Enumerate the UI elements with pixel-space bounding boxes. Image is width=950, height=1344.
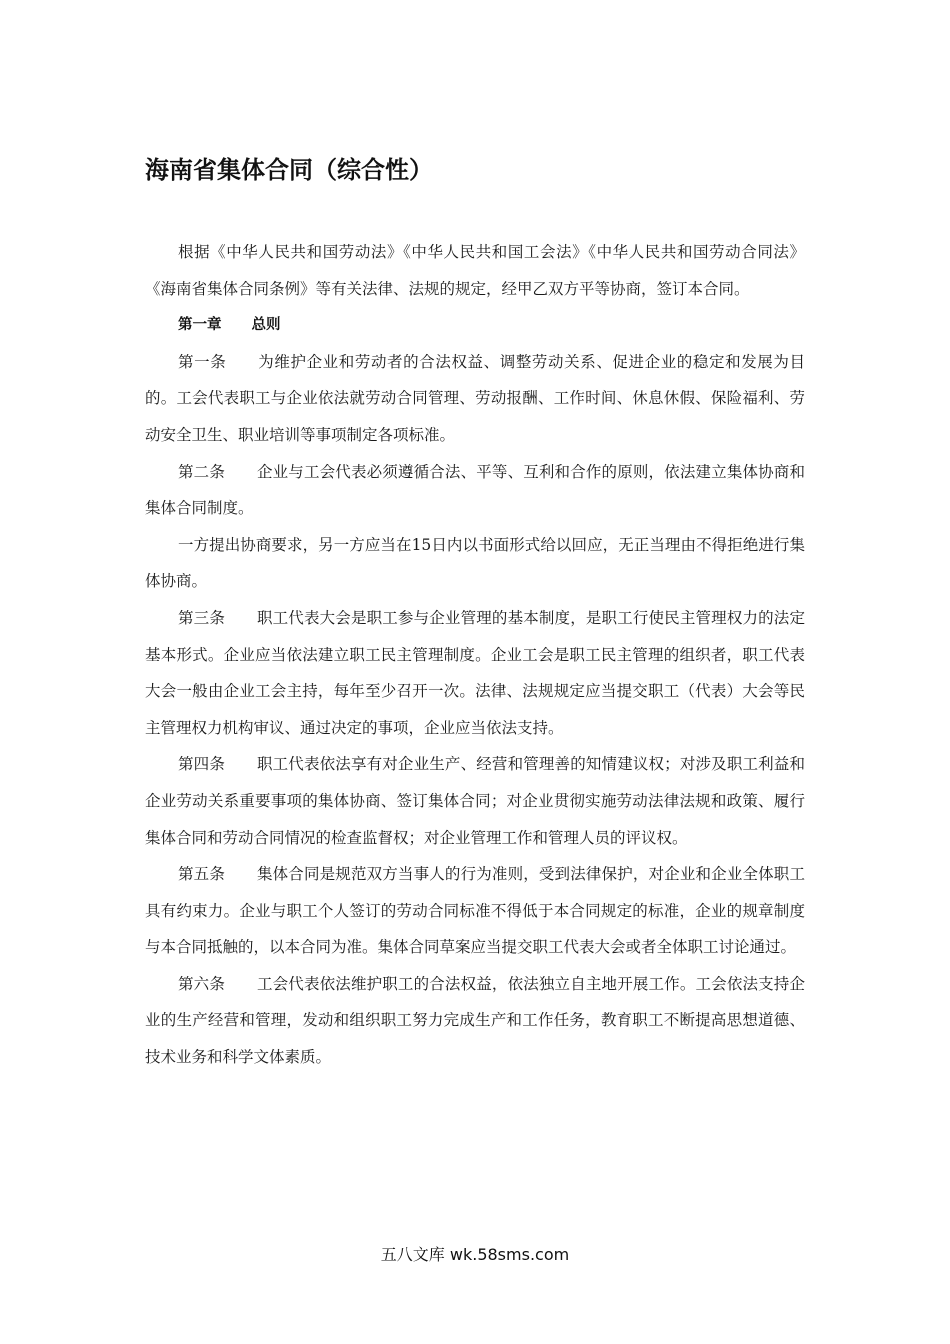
preamble-paragraph: 根据《中华人民共和国劳动法》《中华人民共和国工会法》《中华人民共和国劳动合同法》《海南省集体合同条例》等有关法律、法规的规定，经甲乙双方平等协商，签订本合同。 xyxy=(145,243,805,298)
article-1 xyxy=(145,344,805,454)
article-number: 第四条 xyxy=(178,755,225,774)
chapter-number: 第一章 xyxy=(178,317,222,334)
article-text: 集体合同是规范双方当事人的行为准则，受到法律保护，对企业和企业全体职工具有约束力。企业与职工个人签订的劳动合同标准不得低于本合同规定的标准，企业的规章制度与本合同抵触的，以本合同为准。集体合同草案应当提交职工代表大会或者全体职工讨论通过。 xyxy=(145,865,805,957)
article-2-continuation: 一方提出协商要求，另一方应当在15日内以书面形式给以回应，无正当理由不得拒绝进行集体协商。 xyxy=(145,535,805,591)
article-number: 第三条 xyxy=(178,608,225,627)
article-4 xyxy=(145,746,805,856)
article-number: 第五条 xyxy=(178,865,225,884)
article-text: 工会代表依法维护职工的合法权益，依法独立自主地开展工作。工会依法支持企业的生产经营和管理，发动和组织职工努力完成生产和工作任务，教育职工不断提高思想道德、技术业务和科学文体素质。 xyxy=(145,974,805,1067)
article-2 xyxy=(145,454,805,527)
footer-watermark: 五八文库 wk.58sms.com xyxy=(380,1245,570,1264)
article-5 xyxy=(145,856,805,966)
article-3 xyxy=(145,600,805,746)
article-text: 职工代表大会是职工参与企业管理的基本制度，是职工行使民主管理权力的法定基本形式。企业应当依法建立职工民主管理制度。企业工会是职工民主管理的组织者，职工代表大会一般由企业工会主持，每年至少召开一次。法律、法规规定应当提交职工（代表）大会等民主管理权力机构审议、通过决定的事项，企业应当依法支持。 xyxy=(145,608,805,737)
document-title: 海南省集体合同（综合性） xyxy=(145,156,433,184)
chapter-name: 总则 xyxy=(251,317,281,334)
article-text: 为维护企业和劳动者的合法权益、调整劳动关系、促进企业的稳定和发展为目的。工会代表职工与企业依法就劳动合同管理、劳动报酬、工作时间、休息休假、保险福利、劳动安全卫生、职业培训等事项制定各项标准。 xyxy=(145,352,805,444)
document-body xyxy=(145,234,805,1076)
article-text: 企业与工会代表必须遵循合法、平等、互利和合作的原则，依法建立集体协商和集体合同制度。 xyxy=(145,462,805,518)
article-number: 第六条 xyxy=(178,974,225,993)
article-text: 职工代表依法享有对企业生产、经营和管理善的知情建议权；对涉及职工利益和企业劳动关系重要事项的集体协商、签订集体合同；对企业贯彻实施劳动法律法规和政策、履行集体合同和劳动合同情况的检查监督权；对企业管理工作和管理人员的评议权。 xyxy=(145,755,805,847)
article-number: 第一条 xyxy=(178,352,227,371)
chapter-heading xyxy=(145,307,805,344)
article-number: 第二条 xyxy=(178,462,225,481)
article-6 xyxy=(145,966,805,1076)
